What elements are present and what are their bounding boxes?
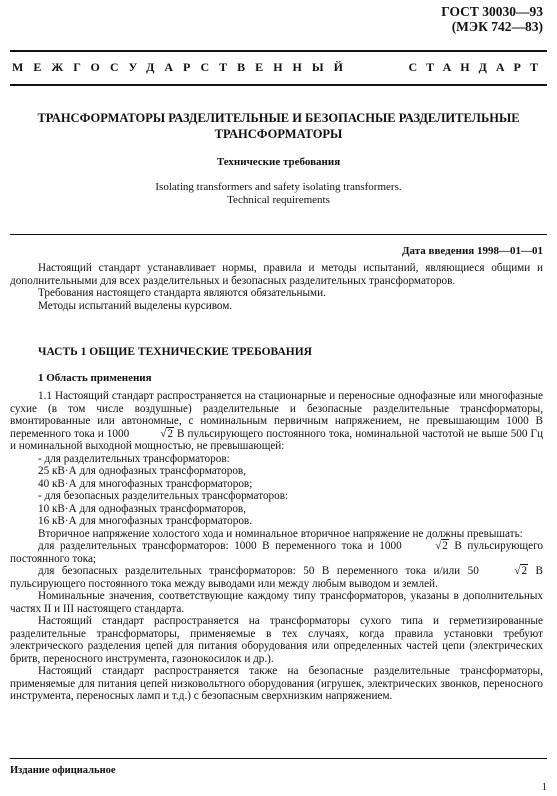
standard-number-block [441,4,543,34]
paragraph: для безопасных разделительных трансформаторов: 50 В переменного тока и/или 50 √2 В пульсирующего постоянного тока между выводами или между любым выводом и землей. [10,565,544,590]
date-of-introduction: Дата введения 1998—01—01 [401,245,543,257]
section-heading: 1 Область применения [38,372,152,384]
page-number: 1 [541,782,547,793]
title-line-2: ТРАНСФОРМАТОРЫ [214,127,343,141]
paragraph: Настоящий стандарт распространяется на трансформаторы сухого типа и герметизированные разделительные трансформаторы, применяемые в тех случаях, когда правила установки требуют электрического разделения цепей для питания оборудования или определенных частей цепи (электрических бритв, переносного инструмента, газонокосилок и др.). [10,615,543,665]
top-rule [10,50,547,52]
interstate-standard-banner [12,60,547,75]
sqrt-expression: √2 [160,427,173,440]
paragraph: для разделительных трансформаторов: 1000 В переменного тока и 1000 √2 В пульсирующего постоянного тока; [10,540,544,565]
paragraph-1-1: 1.1 Настоящий стандарт распространяется на стационарные и переносные однофазные или многофазные сухие (в том числе воздушные) разделительные и безопасные разделительные трансформаторы, вмонтированные или автономные, с номинальным первичным напряжением, не превышающим 1000 В переменного тока и 1000 √2 В пульсирующего постоянного тока, номинальной частотой не выше 500 Гц и номинальной выходной мощностью, не превышающей: [10,390,544,452]
paragraph: Номинальные значения, соответствующие каждому типу трансформаторов, указаны в дополнительных частях II и III настоящего стандарта. [10,590,543,615]
list-item: 10 кВ·А для однофазных трансформаторов, [38,502,246,515]
title-line-1: ТРАНСФОРМАТОРЫ РАЗДЕЛИТЕЛЬНЫЕ И БЕЗОПАСНЫЕ РАЗДЕЛИТЕЛЬНЫЕ [37,111,520,125]
english-title-line-1: Isolating transformers and safety isolating transformers. [155,181,402,193]
official-edition-label: Издание официальное [10,765,116,776]
paragraph: Настоящий стандарт распространяется также на безопасные разделительные трансформаторы, применяемые для питания цепей низковольтного оборудования (игрушек, электрических звонков, переносного инструмента, переносных ламп и т.д.) с безопасным сверхнизким напряжением. [10,665,543,702]
list-item: 40 кВ·А для многофазных трансформаторов; [38,477,253,490]
part-heading: ЧАСТЬ 1 ОБЩИЕ ТЕХНИЧЕСКИЕ ТРЕБОВАНИЯ [38,346,312,358]
standard-word: СТАНДАРТ [408,60,547,74]
list-item: - для безопасных разделительных трансформаторов: [38,490,289,502]
list-item: - для разделительных трансформаторов: [38,452,230,465]
iec-number: (МЭК 742—83) [451,19,543,34]
footer-rule [10,758,547,759]
title-rule [10,234,547,235]
intro-paragraph: Настоящий стандарт устанавливает нормы, правила и методы испытаний, являющиеся общими и дополнительными для всех разделительных и безопасных разделительных трансформаторов. [10,262,543,287]
section-body [10,390,543,703]
document-subtitle: Технические требования [216,156,341,168]
gost-number: ГОСТ 30030—93 [441,4,543,19]
english-title [30,181,527,207]
intro-block [10,262,543,312]
list-item: 16 кВ·А для многофазных трансформаторов. [38,515,253,527]
intro-paragraph: Требования настоящего стандарта являются обязательными. [38,287,326,299]
banner-rule [10,84,547,86]
sqrt-expression: √2 [514,565,528,577]
english-title-line-2: Technical requirements [227,194,330,206]
paragraph: Вторичное напряжение холостого хода и номинальное вторичное напряжение не должны превышать: [38,527,523,540]
interstate-word: МЕЖГОСУДАРСТВЕННЫЙ [12,60,353,74]
document-title [30,110,527,142]
list-item: 25 кВ·А для однофазных трансформаторов, [38,465,246,477]
sqrt-expression: √2 [435,540,448,552]
intro-paragraph: Методы испытаний выделены курсивом. [38,299,233,312]
